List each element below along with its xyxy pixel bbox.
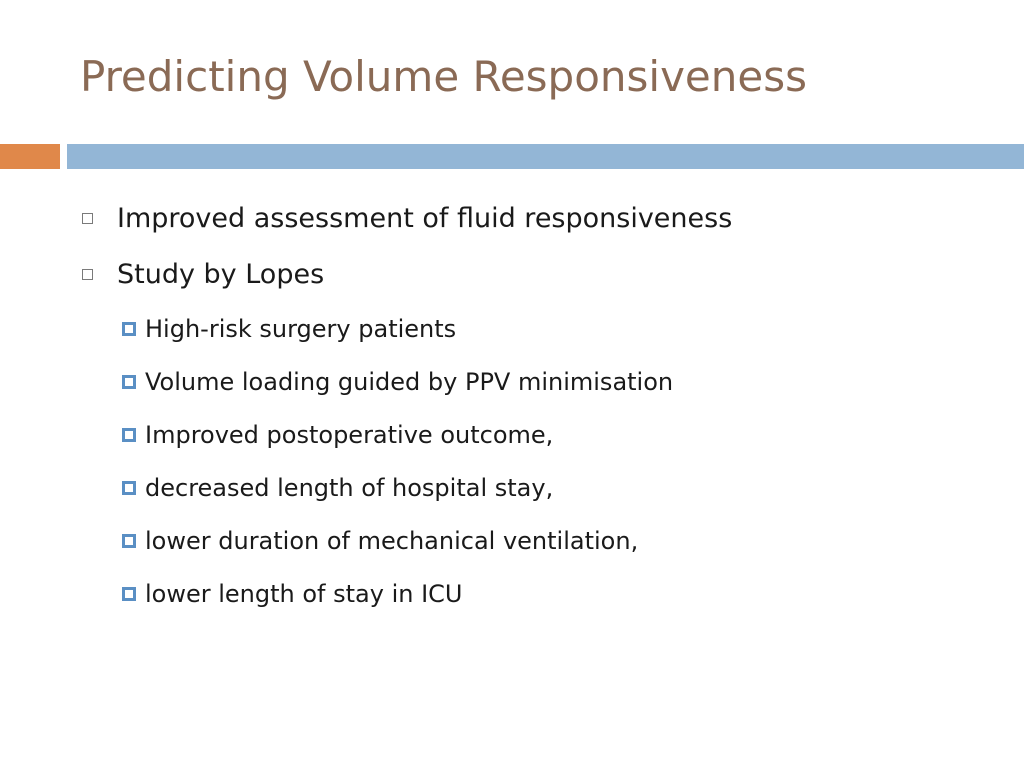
filled-square-icon bbox=[122, 428, 136, 442]
accent-bar-orange bbox=[0, 144, 60, 169]
sub-bullet-text: Improved postoperative outcome, bbox=[145, 420, 554, 449]
hollow-square-icon bbox=[82, 269, 93, 280]
accent-bar-blue bbox=[67, 144, 1024, 169]
bullet-list bbox=[82, 190, 1004, 620]
sub-bullet-item bbox=[122, 567, 1004, 620]
bullet-text: Study by Lopes bbox=[117, 258, 325, 290]
sub-bullet-item bbox=[122, 408, 1004, 461]
sub-bullet-item bbox=[122, 302, 1004, 355]
bullet-text: Improved assessment of fluid responsiveness bbox=[117, 202, 733, 234]
sub-bullet-item bbox=[122, 461, 1004, 514]
sub-bullet-text: decreased length of hospital stay, bbox=[145, 473, 554, 502]
bullet-item bbox=[82, 246, 1004, 302]
filled-square-icon bbox=[122, 534, 136, 548]
sub-bullet-text: Volume loading guided by PPV minimisation bbox=[145, 367, 674, 396]
filled-square-icon bbox=[122, 481, 136, 495]
sub-bullet-item bbox=[122, 514, 1004, 567]
slide-title: Predicting Volume Responsiveness bbox=[80, 52, 807, 101]
filled-square-icon bbox=[122, 322, 136, 336]
sub-bullet-text: lower duration of mechanical ventilation, bbox=[145, 526, 639, 555]
sub-bullet-text: High-risk surgery patients bbox=[145, 314, 457, 343]
bullet-item bbox=[82, 190, 1004, 246]
filled-square-icon bbox=[122, 375, 136, 389]
filled-square-icon bbox=[122, 587, 136, 601]
sub-bullet-text: lower length of stay in ICU bbox=[145, 579, 463, 608]
sub-bullet-item bbox=[122, 355, 1004, 408]
hollow-square-icon bbox=[82, 213, 93, 224]
